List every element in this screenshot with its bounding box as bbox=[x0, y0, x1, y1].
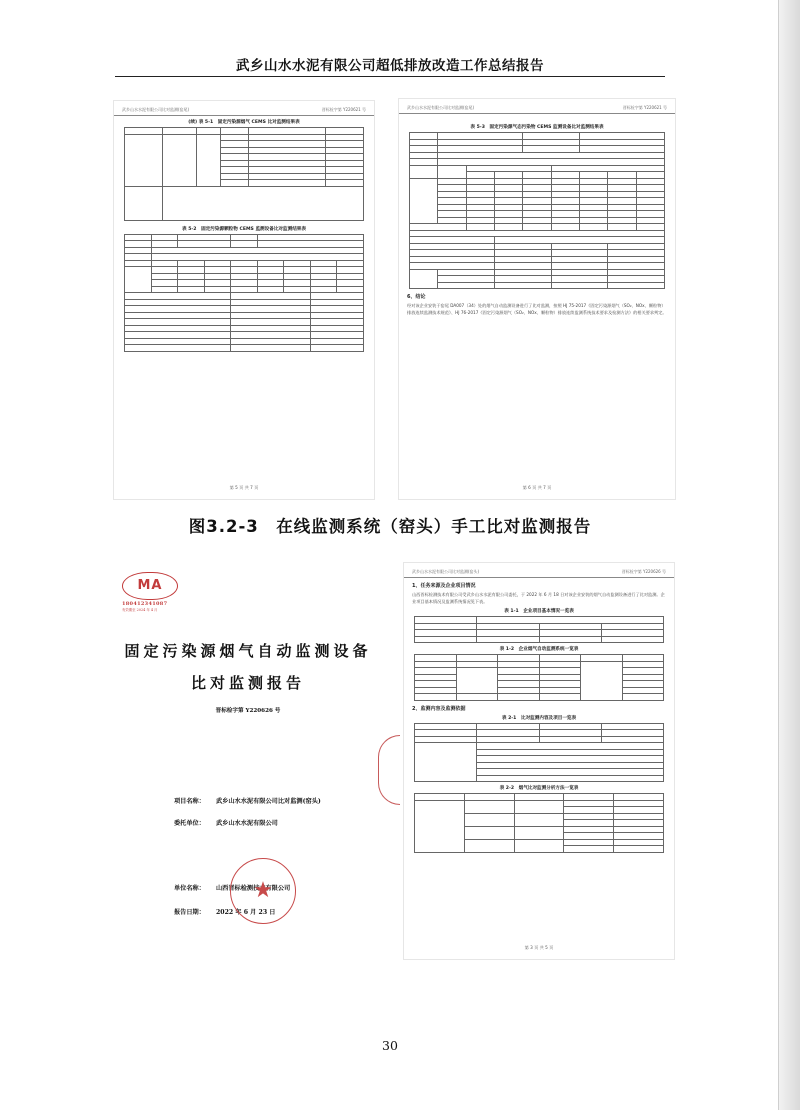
data-table bbox=[409, 132, 665, 289]
client-value: 武乡山水水泥有限公司 bbox=[216, 820, 278, 827]
date-value: 2022 年 6 月 23 日 bbox=[216, 909, 276, 916]
client-label: 委托单位： bbox=[174, 820, 205, 827]
scan-running-header bbox=[404, 563, 674, 578]
project-field bbox=[174, 796, 321, 805]
table-caption: 表 5-2 固定污染源颗粒物 CEMS 监测设备比对监测结果表 bbox=[182, 226, 306, 232]
scan-header-right: 晋标检字第 Y220621 号 bbox=[321, 107, 366, 112]
table-caption: 表 2-1 比对监测内容及项目一览表 bbox=[501, 715, 577, 721]
scan-header-left: 武乡山水水泥有限公司比对监测(窑尾) bbox=[122, 107, 190, 112]
table-caption: (续) 表 5-1 固定污染源烟气 CEMS 比对监测结果表 bbox=[188, 120, 300, 125]
scan-page-footer: 第 6 页 共 7 页 bbox=[522, 485, 552, 490]
scan-header-right: 晋标检字第 Y220626 号 bbox=[621, 569, 666, 574]
section-heading: 6、结论 bbox=[407, 294, 426, 300]
scan-page-bottom-right bbox=[403, 562, 675, 960]
seam-stamp bbox=[378, 735, 400, 805]
section-paragraph: 山西晋标检测技术有限公司受武乡山水水泥有限公司委托，于 2022 年 6 月 18 日对该企业安装的烟气自动监测设备进行了比对监测。企业项目基本情况及监测系统情况见下表。 bbox=[412, 592, 665, 604]
section-heading: 1、任务来源及企业项目情况 bbox=[412, 583, 476, 589]
report-number: 晋标检字第 Y220626 号 bbox=[215, 708, 281, 714]
data-table bbox=[414, 654, 664, 701]
page-edge-shadow bbox=[778, 0, 800, 1110]
data-table bbox=[124, 234, 364, 352]
data-table bbox=[414, 616, 664, 643]
cma-validity: 有效期至 2024 年 4 月 bbox=[122, 608, 158, 612]
cma-logo: MA bbox=[122, 572, 178, 600]
project-value: 武乡山水水泥有限公司比对监测(窑头) bbox=[216, 798, 321, 805]
header-rule bbox=[115, 76, 665, 77]
page-number: 30 bbox=[382, 1038, 398, 1053]
data-table bbox=[414, 793, 664, 853]
scan-running-header bbox=[114, 101, 374, 116]
unit-label: 单位名称： bbox=[174, 885, 205, 892]
scan-page-top-left bbox=[113, 100, 375, 500]
running-header: 武乡山水水泥有限公司超低排放改造工作总结报告 bbox=[236, 58, 544, 74]
figure-caption: 图3.2-3 在线监测系统（窑头）手工比对监测报告 bbox=[188, 517, 592, 536]
data-table bbox=[124, 127, 364, 221]
table-caption: 表 5-3 固定污染源气态污染物 CEMS 监测设备比对监测结果表 bbox=[470, 125, 604, 130]
project-label: 项目名称： bbox=[174, 798, 205, 805]
report-cover-page bbox=[112, 560, 384, 957]
table-caption: 表 2-2 烟气比对监测分析方法一览表 bbox=[499, 786, 579, 791]
table-caption: 表 1-2 企业烟气自动监测系统一览表 bbox=[499, 647, 579, 652]
scan-page-footer: 第 5 页 共 7 页 bbox=[229, 485, 259, 490]
official-seal bbox=[230, 858, 296, 924]
cover-title: 固定污染源烟气自动监测设备 bbox=[124, 642, 372, 660]
scan-header-left: 武乡山水水泥有限公司比对监测(窑尾) bbox=[407, 105, 475, 110]
section-heading: 2、监测内容及监测依据 bbox=[412, 705, 466, 712]
conclusion-paragraph: 经对该企业安装于窑尾 DA007（34）处的烟气自动监测设备进行了比对监测，按照 HJ 75-2017《固定污染源烟气（SO₂、NOx、颗粒物）排放连续监测技术规范》、HJ 76-2017《固定污染源烟气（SO₂、NOx、颗粒物）排放连续监测系统技术要求及检测方法》的相关要求判定。 bbox=[407, 303, 667, 315]
scan-running-header bbox=[399, 99, 675, 114]
scan-page-top-right bbox=[398, 98, 676, 500]
cma-seal bbox=[122, 572, 184, 612]
date-label: 报告日期： bbox=[174, 909, 205, 916]
scan-header-left: 武乡山水水泥有限公司比对监测(窑头) bbox=[412, 569, 480, 574]
scan-header-right: 晋标检字第 Y220621 号 bbox=[622, 105, 667, 110]
cover-subtitle: 比对监测报告 bbox=[190, 674, 305, 692]
unit-value: 山西晋标检测技术有限公司 bbox=[216, 885, 291, 892]
seal-star-icon: ★ bbox=[253, 878, 273, 903]
data-table bbox=[414, 723, 664, 783]
cma-number: 180412341087 bbox=[122, 601, 168, 607]
scan-page-footer: 第 3 页 共 5 页 bbox=[524, 945, 554, 950]
table-caption: 表 1-1 企业项目基本情况一览表 bbox=[504, 609, 574, 614]
client-field bbox=[174, 818, 278, 827]
